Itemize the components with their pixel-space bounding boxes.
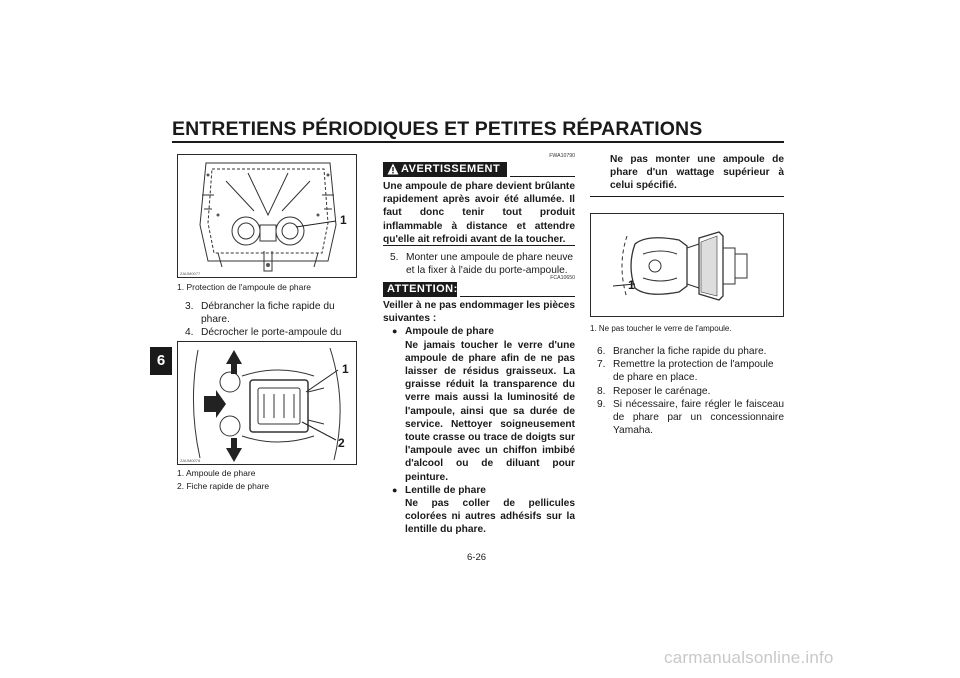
attention-banner [383, 282, 457, 297]
attention-item-text: Ne pas coller de pellicules colorées ni autres adhésifs sur la lentille du phare. [405, 498, 575, 536]
figure-headlight-bulb [177, 341, 357, 465]
attention-code: FCA10650 [550, 275, 575, 281]
figure-caption [177, 467, 269, 493]
warning-end-rule [590, 196, 784, 197]
banner-line [460, 296, 575, 297]
figure-caption [177, 281, 311, 294]
warning-end-rule [383, 245, 575, 246]
step-number: 8. [597, 385, 606, 397]
banner-line [510, 176, 575, 177]
step-number: 7. [597, 359, 606, 371]
attention-intro: Veiller à ne pas endommager les pièces suivantes : [383, 300, 575, 325]
warning-code: FWA10790 [549, 153, 575, 159]
warning-text: Une ampoule de phare devient brûlante rapidement après avoir été allumée. Il faut donc tenir tout produit inflammable à distance et attendre qu'elle ait refroidi avant de la toucher. [383, 181, 575, 245]
caption-line: 2. Fiche rapide de phare [177, 481, 270, 491]
step-number: 5. [390, 252, 399, 263]
step-text: Remettre la protection de l'ampoule de phare en place. [613, 359, 774, 384]
figure-code: ZAUM0077 [180, 271, 201, 276]
steps-list [390, 251, 575, 277]
attention-item [392, 484, 575, 537]
attention-item [392, 325, 575, 483]
step-item [597, 385, 784, 398]
attention-label: ATTENTION: [387, 283, 458, 295]
figure-bulb-glass [590, 213, 784, 317]
attention-item-title: Lentille de phare [405, 484, 486, 496]
chapter-tab[interactable]: 6 [150, 347, 172, 375]
callout-1: 1 [342, 362, 349, 376]
step-text: Débrancher la fiche rapide du phare. [201, 301, 335, 326]
callout-1: 1 [340, 213, 347, 227]
attention-block [383, 299, 575, 537]
step-text: Décrocher le porte-ampoule du [201, 327, 342, 339]
step-number: 3. [185, 301, 194, 312]
steps-list [597, 345, 784, 437]
step-text: Brancher la fiche rapide du phare. [613, 346, 767, 357]
title-rule [172, 141, 784, 143]
warning-triangle-icon [387, 163, 399, 180]
callout-2: 2 [338, 436, 345, 450]
warning-continuation: Ne pas monter une ampoule de phare d'un wattage supérieur à celui spécifié. [610, 154, 784, 192]
attention-item-text: Ne jamais toucher le verre d'une ampoule de phare afin de ne pas laisser de résidus graisseux. La graisse réduit la transparence du verre mais aussi la luminosité de l'ampoule, ainsi que sa durée de service. Nettoyer soigneusement toute crasse ou trace de doigts sur l'ampoule avec un chiffon imbibé d'alcool ou de diluant pour peinture. [405, 339, 575, 483]
step-number: 6. [597, 346, 606, 357]
bullet-dot-icon: ● [392, 326, 398, 337]
step-item [185, 300, 357, 326]
callout-1: 1 [628, 278, 635, 292]
watermark[interactable]: carmanualsonline.info [664, 648, 834, 667]
caption-line: 1. Ampoule de phare [177, 468, 256, 478]
step-number: 4. [185, 327, 194, 339]
page-number: 6-26 [467, 552, 487, 563]
step-item [390, 251, 575, 277]
warning-banner [383, 162, 507, 177]
caption-line: 1. Protection de l'ampoule de phare [177, 282, 311, 292]
step-text: Reposer le carénage. [613, 385, 711, 397]
figure-headlight-cover [177, 154, 357, 278]
warning-label: AVERTISSEMENT [401, 163, 501, 175]
attention-item-title: Ampoule de phare [405, 326, 494, 338]
step-item [597, 345, 784, 358]
page-title: ENTRETIENS PÉRIODIQUES ET PETITES RÉPARATIONS [172, 118, 703, 140]
figure-code: ZAUM0078 [180, 458, 201, 463]
step-item [597, 398, 784, 438]
step-item [597, 358, 784, 384]
figure-caption [590, 322, 732, 335]
step-number: 9. [597, 398, 606, 410]
headlight-cover-illustration [178, 155, 357, 278]
bullet-dot-icon: ● [392, 484, 398, 495]
caption-line: 1. Ne pas toucher le verre de l'ampoule. [590, 324, 732, 333]
headlight-bulb-illustration [178, 342, 357, 465]
step-text: Monter une ampoule de phare neuve et la fixer à l'aide du porte-ampoule. [406, 252, 574, 277]
bulb-illustration [591, 214, 784, 317]
step-text: Si nécessaire, faire régler le faisceau de phare par un concessionnaire Yamaha. [613, 398, 784, 437]
